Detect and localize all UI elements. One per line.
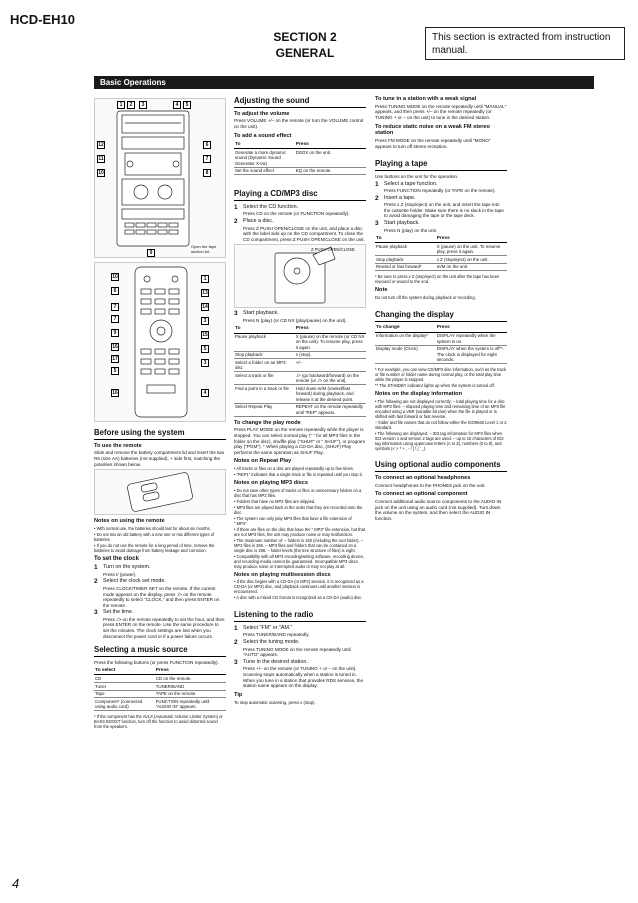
step-number: 1 (234, 624, 238, 632)
remote-note: • Do not mix an old battery with a new one or mix different types of batteries. (94, 531, 215, 542)
table-header: To (234, 325, 295, 333)
step-title: Turn on the system. (103, 564, 151, 571)
repeat-note: • All tracks or files on a disc are played repeatedly up to five times. (234, 466, 354, 472)
tape-heading: Playing a tape (375, 159, 507, 171)
cell: TAPE on the remote. (155, 690, 226, 698)
mp3-note: • Compatibility with all MP3 encoding/writing software, recording device, and recording media cannot be guaranteed. Incompatible MP3 discs may produce noise or interrupted audio or may not play at all. (234, 553, 364, 569)
remote-callout-r2: 13 (202, 290, 208, 296)
mp3-note: • MP3 files are played back in the order that they are recorded onto the disc. (234, 504, 363, 515)
display-footnote: * For example, you can view CD/MP3 disc information, such as the track or file number or folder name during normal play, or the total play time while the player is stopped. (375, 366, 507, 382)
display-info-note: • The following are displayed; – ID3 tag information for MP3 files when ID3 version 1 and version 2 tags are used. – up to 15 characters of ID3 tag information using uppercase letters (A to Z), numbers (0 to 9), and symbols (< > * + , - / [ \ ] ' _). (375, 430, 504, 451)
remote-callout-l2: 6 (111, 287, 119, 295)
headphones-heading: To connect an optional headphones (375, 474, 471, 481)
cd-step (234, 218, 366, 242)
remote-callout-r1: 1 (201, 275, 209, 283)
set-clock-heading: To set the clock (94, 555, 139, 562)
callout-10: 10 (98, 170, 104, 176)
component-text: Connect additional audio source components to the AUDIO IN jack on the unit using an audio cord (not supplied). Turn down the volume on the system, and then select the AUDIO IN function. (375, 499, 502, 521)
step-title: Select a tape function. (384, 180, 438, 187)
step-title: Start playback. (384, 220, 420, 227)
table-header: Press (436, 235, 507, 243)
remote-callout-l4: 7 (111, 315, 119, 323)
weak-signal-heading: To tune in a station with a weak signal (375, 96, 477, 102)
table-header: To select (94, 667, 155, 675)
table-row (234, 333, 366, 351)
cell: TUNER/BAND (155, 682, 226, 690)
multisession-note: • If the disc begins with a CD-DA (or MP3) session, it is recognized as a CD-DA (or MP3) disc, and playback continues until another session is encountered. (234, 579, 364, 595)
table-header: Press (155, 667, 226, 675)
remote-note: • If you do not use the remote for a long period of time, remove the batteries to avoid damage from battery leakage and corrosion. (94, 542, 215, 553)
cell: X (pause) on the remote (or CD NX on the unit). To resume play, press it again. (295, 334, 365, 350)
cell: x (stop). (295, 351, 366, 359)
cell: Select a folder on an MP3 disc (234, 359, 295, 372)
cd-step (234, 310, 366, 323)
cell: Rewind or fast forward* (375, 263, 436, 271)
radio-step (234, 625, 366, 638)
mp3-note: • The system can only play MP3 files that have a file extension of ".MP3". (234, 515, 352, 526)
cd-tray-drawing (235, 245, 365, 307)
step-title: Select the CD function. (243, 203, 299, 210)
cell: DSGX on the unit. (295, 149, 366, 167)
tape-step (375, 220, 507, 233)
callout-4: 4 (173, 101, 181, 109)
step-detail: Press I/ (power). (103, 571, 137, 577)
cell: Generate a more dynamic sound (Dynamic Sound Generator X-tra) (234, 149, 295, 167)
before-use-heading: Before using the system (94, 428, 226, 440)
cell: Set the sound effect (234, 167, 295, 175)
use-remote-text: Slide and remove the battery compartment lid and insert the two R6 (size AA) batteries (not supplied), + side first, matching the polarities shown below. (94, 450, 225, 467)
callout-8: 8 (203, 169, 211, 177)
mp3-note: • Folders that have no MP3 files are skipped. (234, 498, 316, 504)
tape-table (375, 235, 507, 271)
step-title: Select the clock set mode. (103, 578, 166, 585)
callout-11: 11 (98, 156, 104, 162)
callout-3: 3 (139, 101, 147, 109)
cell: ./> (go backward/forward) on the remote (or ./> on the unit). (295, 372, 366, 385)
section-title: GENERAL (275, 45, 335, 60)
table-row (375, 263, 507, 271)
page-number: 4 (12, 876, 20, 891)
mp3-notes-heading: Notes on playing MP3 discs (234, 480, 308, 487)
remote-notes-heading: Notes on using the remote (94, 518, 165, 525)
step-detail: Press +/– on the remote (or TUNING + or – on the unit). Scanning stops automatically when a station is tuned in. When you tune in a station that provides RDS services, the station name appears on the display. (243, 666, 364, 689)
table-header: To change (375, 325, 436, 333)
table-row (94, 682, 226, 690)
table-row (234, 372, 366, 385)
step-title: Select the tuning mode. (243, 639, 300, 646)
remote-callout-l7: 17 (112, 356, 118, 362)
cell: Hold down m/M (rewind/fast forward) during playback, and release it at the desired point. (295, 385, 366, 403)
static-noise-text: Press FM MODE on the remote repeatedly until "MONO" appears to turn off stereo reception. (375, 138, 491, 149)
static-noise-heading: To reduce static noise on a weak FM stereo station (375, 123, 490, 137)
mp3-note: • The maximum number of: – folders is 150 (including the root folder). – MP3 files is 255. – MP3 files and folders that can be contained on a single disc is 256. – folder levels (the tree structure of files) is eight. (234, 537, 364, 553)
remote-callout-r4: 3 (201, 317, 209, 325)
component-heading: To connect an optional component (375, 491, 468, 498)
table-row (234, 167, 366, 175)
remote-callout-l9: 16 (112, 390, 118, 396)
volume-text: Press VOLUME +/– on the remote (or turn the VOLUME control on the unit). (234, 118, 364, 129)
step-detail: Press N (play) (or CD NX (play/pause) on the unit). (243, 317, 347, 323)
callout-1: 1 (117, 101, 125, 109)
step-detail: Press ./> on the remote repeatedly to set the hour, and then press ENTER on the remote. Use the same procedure to set the minutes. The clock settings are lost when you disconnect the power cord or if a power failure occurs. (103, 616, 225, 639)
clock-step (94, 564, 226, 577)
step-number: 3 (234, 310, 238, 318)
tape-intro: Use buttons on the unit for the operation. (375, 173, 459, 179)
step-number: 1 (234, 203, 238, 211)
clock-step (94, 578, 226, 608)
multisession-note: • A disc with a mixed CD format is recognized as a CD-DA (audio) disc. (234, 595, 363, 601)
cd-table (234, 325, 366, 416)
step-number: 3 (234, 658, 238, 666)
step-number: 2 (94, 578, 98, 586)
callout-12: 12 (98, 142, 104, 148)
table-header: Press (295, 325, 366, 333)
multisession-heading: Notes on playing multisession discs (234, 571, 331, 578)
cd-heading: Playing a CD/MP3 disc (234, 189, 366, 201)
tape-footnote: * Be sure to press x Z (stop/eject) on the unit after the tape has been rewound or wound to the end. (375, 274, 500, 285)
cell: CD on the remote. (155, 675, 226, 683)
music-source-table (94, 667, 226, 711)
table-row (94, 690, 226, 698)
cell: DISPLAY when the system is off**. The clock is displayed for eight seconds. (436, 345, 507, 363)
cell: CD (94, 675, 155, 683)
table-header: Press (295, 141, 366, 149)
cell: Stop playback (375, 256, 436, 264)
table-row (234, 351, 366, 359)
clock-step (94, 609, 226, 639)
extract-notice: This section is extracted from instruction manual. (425, 27, 625, 60)
step-number: 1 (375, 180, 379, 188)
mp3-note: • If there are files on the disc that have the ".MP3" file extension, but that are not MP3 files, the unit may produce noise or may malfunction. (234, 526, 366, 537)
tape-step (375, 181, 507, 194)
battery-drawing (95, 470, 225, 514)
sound-table (234, 141, 366, 175)
table-row (234, 385, 366, 403)
table-header: To (375, 235, 436, 243)
cell: Select Repeat Play (234, 403, 295, 416)
display-heading: Changing the display (375, 310, 507, 322)
radio-step (234, 659, 366, 689)
step-title: Place a disc. (243, 217, 274, 224)
step-title: Tune in the desired station. (243, 658, 308, 665)
remote-figure (94, 262, 226, 422)
step-title: Select "FM" or "AM." (243, 624, 293, 631)
display-info-heading: Notes on the display information (375, 390, 463, 397)
column-middle (234, 96, 366, 705)
sound-effect-heading: To add a sound effect (234, 132, 292, 139)
step-detail: Press FUNCTION repeatedly (or TAPE on the remote). (384, 188, 496, 194)
cell: FUNCTION repeatedly until "AUDIO IN" appears. (155, 698, 226, 711)
callout-7: 7 (203, 155, 211, 163)
display-table (375, 325, 507, 364)
table-header: To (234, 141, 295, 149)
adjust-sound-heading: Adjusting the sound (234, 96, 366, 108)
remote-callout-l3: 7 (111, 303, 119, 311)
cell: Component* (connected using audio cord) (94, 698, 155, 711)
callout-6: 6 (203, 141, 211, 149)
cell: Pause playback (375, 243, 436, 256)
cell: m/M on the unit. (436, 263, 507, 271)
remote-callout-l6: 16 (112, 344, 118, 350)
tape-lid-callout: Open the tape section lid. (191, 244, 217, 254)
remote-callout-l8: 5 (111, 367, 119, 375)
cell: Tuner (94, 682, 155, 690)
column-left (94, 96, 226, 730)
step-number: 2 (234, 217, 238, 225)
callout-9: 9 (147, 249, 155, 257)
callout-5: 5 (183, 101, 191, 109)
cell: REPEAT on the remote repeatedly until "REP" appears. (295, 403, 366, 416)
repeat-notes-heading: Notes on Repeat Play (234, 458, 292, 465)
display-info-note: • The following are not displayed correctly; – total playing time for a disc with MP3 files. – elapsed playing time and remaining time of an MP3 file encoded using a VBR (variable bit rate) when the file is played or is shifted with fast forward or fast reverse. (375, 398, 506, 419)
step-title: Insert a tape. (384, 194, 416, 201)
use-remote-heading: To use the remote (94, 442, 142, 449)
step-detail: Press Z PUSH OPEN/CLOSE on the unit, and place a disc with the label side up on the CD compartment. To close the CD compartment, press Z PUSH OPEN/CLOSE on the unit. (243, 225, 365, 242)
column-right (375, 96, 507, 523)
tape-note-heading: Note (375, 287, 388, 294)
remote-callout-r6: 5 (201, 345, 209, 353)
cell: Pause playback (234, 333, 295, 351)
step-number: 3 (375, 220, 379, 228)
table-row (234, 403, 366, 416)
display-footnote: ** The STANDBY indicator lights up when the system is turned off. (375, 382, 495, 388)
cell: Information on the display* (375, 332, 436, 345)
section-heading (245, 30, 365, 61)
remote-callout-r5: 15 (202, 332, 208, 338)
remote-note: • With normal use, the batteries should last for about six months. (94, 525, 211, 531)
music-source-text: Press the following buttons (or press FUNCTION repeatedly). (94, 659, 219, 665)
radio-tip-heading: Tip (234, 691, 243, 698)
remote-callout-l5: 9 (111, 329, 119, 337)
table-row (234, 149, 366, 167)
play-mode-heading: To change the play mode (234, 419, 301, 426)
cell: Display mode (Clock) (375, 345, 436, 363)
cd-tray-figure (234, 244, 366, 308)
step-detail: Press CD on the remote (or FUNCTION repeatedly). (243, 211, 350, 217)
main-unit-drawing (95, 99, 225, 257)
step-detail: Press N (play) on the unit. (384, 227, 438, 233)
model-name: HCD-EH10 (10, 12, 76, 27)
repeat-note: • "REP1" indicates that a single track or file is repeated until you stop it. (234, 472, 363, 478)
table-header: Press (436, 325, 507, 333)
basic-operations-banner: Basic Operations (94, 76, 594, 89)
table-row (375, 345, 507, 363)
volume-heading: To adjust the volume (234, 110, 290, 117)
play-mode-text: Press PLAY MODE on the remote repeatedly while the player is stopped. You can select normal play (" " for all MP3 files in the folder on the disc), shuffle play ("SHUF" or " SHUF"), or program play ("PGM"). * When playing a CD-DA disc, (SHUF) Play performs the same operation as SHUF Play. (234, 427, 366, 455)
cell: DISPLAY repeatedly when the system is on. (436, 332, 507, 345)
remote-callout-r8: 4 (201, 389, 209, 397)
music-footnote: * If the component has the AVLS (Automatic Volume Limiter System) or BASS BOOST function, turn off the function to avoid distorted sound from the speakers. (94, 714, 223, 729)
radio-heading: Listening to the radio (234, 610, 366, 622)
remote-callout-l1: 10 (112, 274, 118, 280)
step-number: 2 (375, 194, 379, 202)
cell: Tape (94, 690, 155, 698)
cell: +/– (295, 359, 366, 372)
step-title: Set the time. (103, 609, 134, 616)
table-row (94, 675, 226, 683)
step-detail: Press CLOCK/TIMER SET on the remote. If the current mode appears on the display, press ./> on the remote repeatedly to select "CLOCK," and then press ENTER on the remote. (103, 585, 220, 608)
step-title: Start playback. (243, 310, 279, 317)
table-row (375, 332, 507, 345)
cell: x Z (stop/eject) on the unit. (436, 256, 507, 264)
section-number: SECTION 2 (273, 30, 337, 44)
step-number: 3 (94, 609, 98, 617)
mp3-note: • Do not save other types of tracks or files or unnecessary folders on a disc that has MP3 files. (234, 487, 362, 498)
headphones-text: Connect headphones to the PHONES jack on the unit. (375, 482, 486, 488)
cell: EQ on the remote. (295, 167, 366, 175)
remote-callout-r7: 3 (201, 359, 209, 367)
cell: X (pause) on the unit. To resume play, press it again. (436, 243, 507, 256)
table-row (234, 359, 366, 372)
radio-tip: To stop automatic scanning, press x (stop). (234, 699, 316, 705)
weak-signal-text: Press TUNING MODE on the remote repeatedly until "MANUAL" appears, and then press +/– on the remote repeatedly (or TUNING + or – on the unit) to tune in the desired station. (375, 103, 507, 120)
battery-figure (94, 469, 226, 515)
push-open-label: Z PUSH OPEN/CLOSE (311, 247, 355, 253)
callout-2: 2 (127, 101, 135, 109)
tape-step (375, 195, 507, 219)
cell: Stop playback (234, 351, 295, 359)
step-number: 1 (94, 564, 98, 572)
music-source-heading: Selecting a music source (94, 645, 226, 657)
cell: Find a point in a track or file (234, 385, 295, 403)
step-number: 2 (234, 639, 238, 647)
step-detail: Press x Z (stop/eject) on the unit, and insert the tape into the cassette holder. Make sure there is no slack in the tape to avoid damaging the tape or the tape deck. (384, 202, 504, 219)
radio-step (234, 639, 366, 658)
main-unit-figure (94, 98, 226, 258)
display-info-note: – folder and file names that do not follow either the ISO9660 Level 1 or 2 standard. (375, 419, 507, 430)
table-row (375, 243, 507, 256)
table-row (94, 698, 226, 711)
optional-components-heading: Using optional audio components (375, 460, 507, 472)
table-row (375, 256, 507, 264)
cd-step (234, 204, 366, 217)
cell: Select a track or file (234, 372, 295, 385)
remote-callout-r3: 14 (202, 304, 208, 310)
tape-note: Do not turn off the system during playback or recording. (375, 295, 476, 301)
step-detail: Press TUNING MODE on the remote repeatedly until "AUTO" appears. (243, 646, 351, 658)
step-detail: Press TUNER/BAND repeatedly. (243, 632, 310, 638)
